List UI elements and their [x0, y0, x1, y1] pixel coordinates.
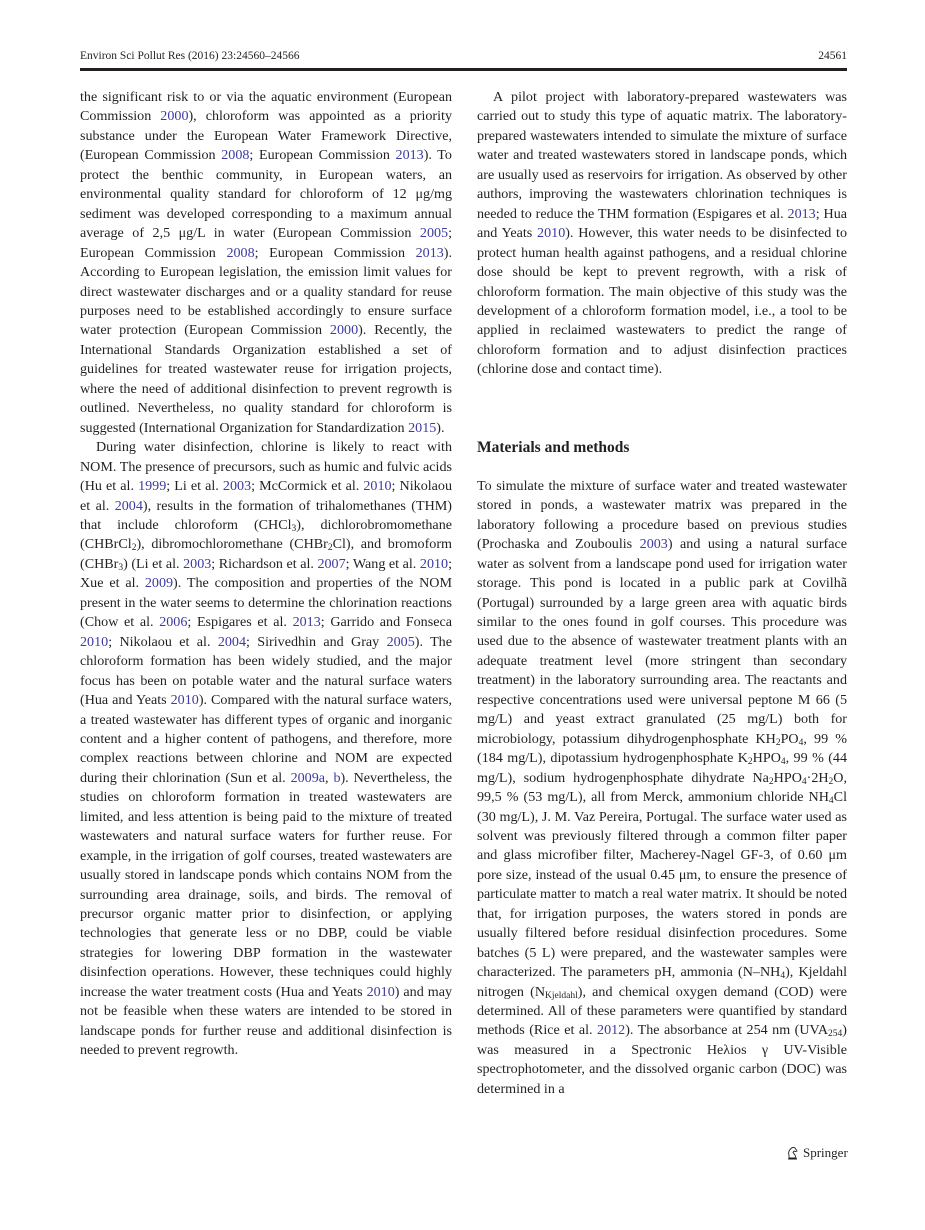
citation-link[interactable]: 2004	[217, 633, 247, 650]
right-column	[477, 88, 847, 1099]
citation-link[interactable]: 2010	[363, 478, 392, 495]
citation-link[interactable]: 2013	[415, 244, 444, 261]
journal-reference: Environ Sci Pollut Res (2016) 23:24560–24566	[80, 50, 300, 62]
paragraph: To simulate the mixture of surface water and treated wastewater stored in ponds, a wastewater matrix was prepared in the laboratory following a procedure based on previous studies (Prochaska and Zouboulis 2003) and using a natural surface water as solvent from a landscape pond used for irrigation water storage. This pond is located in a public park at Covilhã (Portugal) surrounded by a large green area with aquatic birds similar to the ones found in golf courses. This procedure was used due to the absence of wastewater treatment plants with an adequate treatment level (more stringent than secondary treatment) in the laboratory surrounding area. The reactants and respective concentrations used were universal peptone M 66 (5 mg/L) and yeast extract granulated (25 mg/L) both for microbiology, potassium dihydrogenphosphate $KH_2PO_4$, 99 % (184 mg/L), dipotassium hydrogenphosphate $K_2HPO_4$, 99 % (44 mg/L), sodium hydrogenphosphate dihydrate $Na_2HPO_4\cdot 2H_2O$, 99,5 % (53 mg/L), all from Merck, ammonium chloride $NH_4Cl$ (30 mg/L), J. M. Vaz Pereira, Portugal. The surface water used as solvent was previously filtered through a common filter paper and glass microfiber filter, Macherey-Nagel GF-3, of 0.60 μm pore size, instead of the usual 0.45 μm, to ensure the presence of particulate matter to match a real water matrix. It should be noted that, for irrigation purposes, the waters stored in ponds are usually filtered before residual disinfection procedures. Some batches (5 L) were prepared, and the wastewater samples were characterized. The parameters pH, ammonia $(N-NH_4)$, Kjeldahl nitrogen $(N_{Kjeldahl})$, and chemical oxygen demand (COD) were determined. All of these parameters were quantified by standard methods (Rice et al. 2012). The absorbance at 254 nm $(UVA_{254})$ was measured in a Spectronic Heλios γ UV-Visible spectrophotometer, and the dissolved organic carbon (DOC) was determined in a	[477, 477, 848, 1097]
citation-link[interactable]: 2013	[292, 614, 321, 631]
citation-link[interactable]: 2005	[386, 633, 415, 650]
paragraph: A pilot project with laboratory-prepared wastewaters was carried out to study this type of aquatic matrix. The laboratory-prepared wastewaters intended to simulate the mixture of surface water and treated wastewaters stored in landscape ponds, which are usually used as reservoirs for irrigation. As observed by other authors, improving the wastewaters chlorination techniques is needed to reduce the THM formation (Espigares et al. 2013; Hua and Yeats 2010). However, this water needs to be disinfected to protect human health against pathogens, and a residual chlorine dose should be kept to prevent regrowth, with a risk of chloroform formation. The main objective of this study was the development of a chloroform formation model, i.e., a tool to be applied in reclaimed wastewaters to predict the range of chloroform formation and to adjust disinfection practices (chlorine dose and contact time).	[477, 89, 847, 378]
citation-link[interactable]: 2010	[419, 555, 449, 572]
running-header	[80, 50, 847, 68]
citation-link[interactable]: 2000	[329, 322, 359, 339]
left-column	[80, 88, 452, 1061]
section-heading: Materials and methods	[477, 438, 630, 456]
citation-link[interactable]: 2010	[170, 692, 199, 709]
citation-link[interactable]: 2012	[597, 1022, 626, 1039]
citation-link[interactable]: 1999	[138, 478, 167, 495]
citation-link[interactable]: 2003	[639, 536, 668, 553]
citation-link[interactable]: 2013	[395, 147, 424, 164]
paragraph: the significant risk to or via the aquatic environment (European Commission 2000), chloroform was appointed as a priority substance under the European Water Framework Directive, (European Commission 2008; European Commission 2013). To protect the benthic community, in European waters, an environmental quality standard for chloroform of 12 μg/mg sediment was developed corresponding to a maximum annual average of 2,5 μg/L in water (European Commission 2005; European Commission 2008; European Commission 2013). According to European legislation, the emission limit values for direct wastewater discharges and or a quality standard for reuse purposes need to be established accordingly to ensure surface water protection (European Commission 2000). Recently, the International Standards Organization established a set of guidelines for treated wastewater reuse for irrigation projects, where the need of additional disinfection to prevent regrowth is outlined. Nevertheless, no quality standard for chloroform is suggested (International Organization for Standardization 2015).	[80, 89, 452, 436]
citation-link[interactable]: 2008	[221, 147, 250, 164]
citation-link[interactable]: 2015	[408, 419, 437, 436]
citation-link[interactable]: 2009	[144, 575, 174, 592]
citation-link[interactable]: 2013	[787, 205, 816, 222]
citation-link[interactable]: 2006	[159, 614, 188, 631]
citation-link[interactable]: 2009a	[290, 769, 326, 786]
citation-link[interactable]: b	[333, 769, 341, 786]
publisher-name: Springer	[803, 1145, 848, 1160]
citation-link[interactable]: 2010	[366, 983, 395, 1000]
publisher-footer	[786, 1145, 848, 1161]
citation-link[interactable]: 2007	[317, 555, 346, 572]
citation-link[interactable]: 2004	[114, 497, 143, 514]
citation-link[interactable]: 2003	[222, 478, 252, 495]
citation-link[interactable]: 2010	[80, 633, 109, 650]
citation-link[interactable]: 2008	[226, 244, 255, 261]
citation-link[interactable]: 2005	[419, 225, 449, 242]
springer-knight-icon	[786, 1146, 799, 1160]
page-number: 24561	[818, 50, 847, 62]
header-rule	[80, 68, 847, 71]
citation-link[interactable]: 2010	[537, 225, 566, 242]
citation-link[interactable]: 2000	[160, 108, 189, 125]
citation-link[interactable]: 2003	[183, 555, 212, 572]
paragraph: During water disinfection, chlorine is likely to react with NOM. The presence of precursors, such as humic and fulvic acids (Hu et al. 1999; Li et al. 2003; McCormick et al. 2010; Nikolaou et al. 2004), results in the formation of trihalomethanes (THM) that include chloroform (CHCl$_3$), dichlorobromomethane (CHBrCl$_2$), dibromochloromethane (CHBr$_2$Cl), and bromoform (CHBr$_3$) (Li et al. 2003; Richardson et al. 2007; Wang et al. 2010; Xue et al. 2009). The composition and properties of the NOM present in the water seems to determine the chlorination reactions (Chow et al. 2006; Espigares et al. 2013; Garrido and Fonseca 2010; Nikolaou et al. 2004; Sirivedhin and Gray 2005). The chloroform formation has been widely studied, and the major focus has been on potable water and the natural surface waters (Hua and Yeats 2010). Compared with the natural surface waters, a treated wastewater has different types of organic and inorganic content and a higher content of pathogens, and therefore, more complex reactions between chlorine and NOM are expected during their chlorination (Sun et al. 2009a, b). Nevertheless, the studies on chloroform formation in treated wastewaters are limited, and less attention is being paid to the mixture of treated wastewaters and natural surface waters for further reuse. For example, in the irrigation of golf courses, treated wastewaters are usually stored in landscape ponds which contains NOM from the surrounding area drainage, soils, and birds. The removal of precursor organic matter prior to disinfection, or applying technologies that generate less or no DBP, could be viable strategies for lowering DBP formation in the wastewater disinfection operations. However, these techniques could highly increase the water treatment costs (Hua and Yeats 2010) and may not be feasible when these waters are intended to be stored in landscape ponds for further reuse and additional disinfection is needed to prevent regrowth.	[80, 439, 453, 1059]
